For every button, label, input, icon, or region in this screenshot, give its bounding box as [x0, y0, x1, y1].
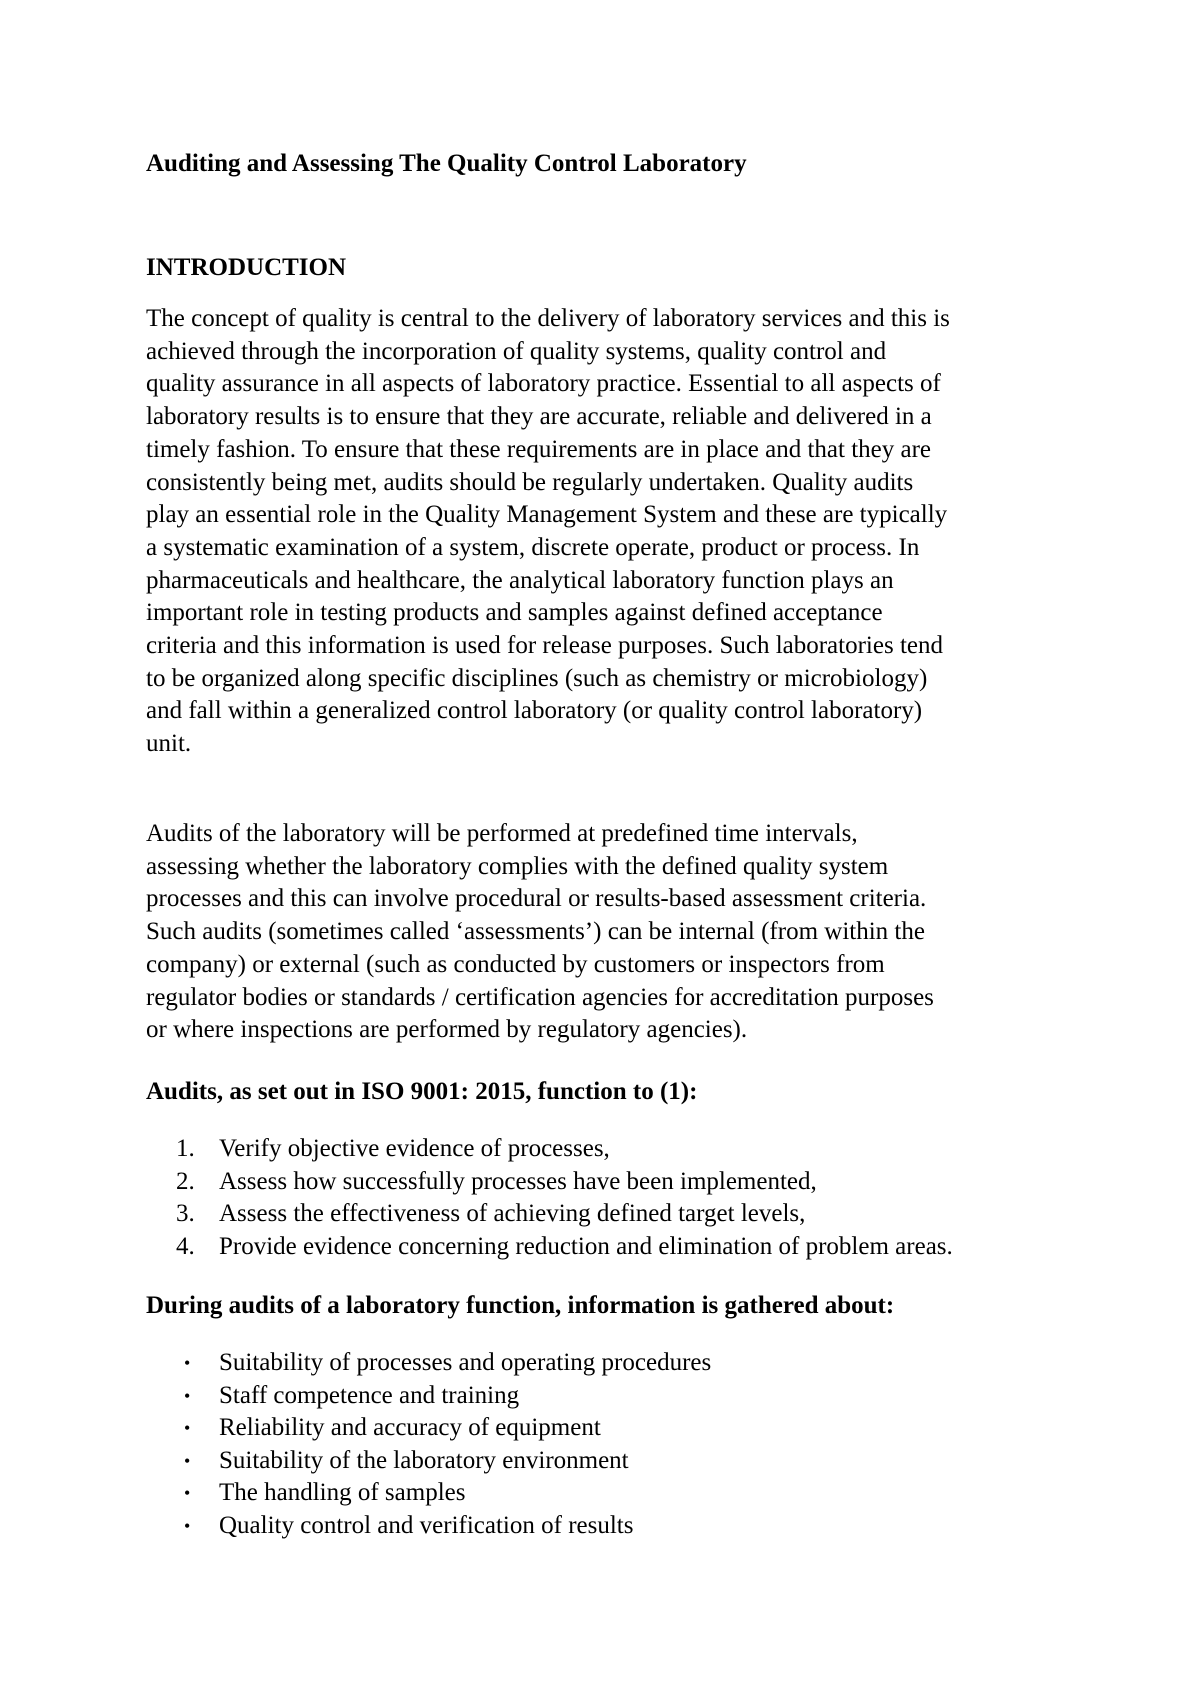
bullet-icon: •	[184, 1353, 191, 1373]
paragraph-line: unit.	[146, 730, 192, 758]
paragraph-line: a systematic examination of a system, discrete operate, product or process. In	[146, 533, 920, 561]
list-item-text: Suitability of processes and operating procedures	[219, 1349, 712, 1376]
audits-paragraph	[146, 818, 1076, 1047]
list-item-text: Assess the effectiveness of achieving defined target levels,	[219, 1200, 806, 1227]
paragraph-line: important role in testing products and samples against defined acceptance	[146, 599, 883, 627]
list-item-text: Quality control and verification of results	[219, 1511, 634, 1539]
intro-heading: INTRODUCTION	[146, 254, 347, 281]
list-item-text: Assess how successfully processes have been implemented,	[219, 1167, 817, 1195]
paragraph-line: Such audits (sometimes called ‘assessments’) can be internal (from within the	[146, 918, 925, 946]
list-item	[146, 1380, 711, 1413]
list-number: 3.	[176, 1200, 195, 1227]
paragraph-line: laboratory results is to ensure that they are accurate, reliable and delivered in a	[146, 403, 932, 431]
paragraph-line: timely fashion. To ensure that these requirements are in place and that they are	[146, 435, 931, 463]
list-item	[146, 1412, 711, 1445]
paragraph-line: achieved through the incorporation of quality systems, quality control and	[146, 337, 887, 365]
intro-paragraph	[146, 303, 1076, 761]
list-item-text: The handling of samples	[219, 1479, 466, 1506]
list-item	[146, 1166, 953, 1199]
list-item	[146, 1477, 711, 1510]
list-item	[146, 1445, 711, 1478]
paragraph-line: regulator bodies or standards / certification agencies for accreditation purposes	[146, 983, 934, 1011]
list-item	[146, 1347, 711, 1380]
paragraph-line: company) or external (such as conducted by customers or inspectors from	[146, 950, 885, 978]
bullet-icon: •	[184, 1418, 191, 1438]
paragraph-line: and fall within a generalized control laboratory (or quality control laboratory)	[146, 697, 923, 725]
list-item-text: Staff competence and training	[219, 1381, 520, 1409]
paragraph-line: The concept of quality is central to the delivery of laboratory services and this is	[146, 305, 950, 332]
bullet-icon: •	[184, 1385, 191, 1406]
list-number: 2.	[176, 1167, 195, 1195]
list-number: 1.	[176, 1135, 195, 1162]
list-number: 4.	[176, 1232, 195, 1260]
paragraph-line: or where inspections are performed by regulatory agencies).	[146, 1016, 748, 1044]
list-item-text: Reliability and accuracy of equipment	[219, 1414, 601, 1441]
list-item-text: Suitability of the laboratory environment	[219, 1446, 629, 1474]
paragraph-line: consistently being met, audits should be regularly undertaken. Quality audits	[146, 468, 914, 496]
bullet-icon: •	[184, 1483, 191, 1503]
list-item	[146, 1198, 953, 1231]
list-item	[146, 1231, 953, 1264]
paragraph-line: Audits of the laboratory will be performed at predefined time intervals,	[146, 820, 858, 847]
paragraph-line: criteria and this information is used for release purposes. Such laboratories tend	[146, 632, 943, 660]
gathered-heading: During audits of a laboratory function, information is gathered about:	[146, 1292, 895, 1319]
list-item	[146, 1133, 953, 1166]
paragraph-line: quality assurance in all aspects of laboratory practice. Essential to all aspects of	[146, 370, 941, 398]
bullet-icon: •	[184, 1450, 191, 1471]
paragraph-line: processes and this can involve procedural or results-based assessment criteria.	[146, 885, 927, 913]
paragraph-line: play an essential role in the Quality Management System and these are typically	[146, 501, 948, 529]
list-item-text: Provide evidence concerning reduction and elimination of problem areas.	[219, 1232, 953, 1260]
paragraph-line: to be organized along specific disciplines (such as chemistry or microbiology)	[146, 664, 928, 692]
document-title: Auditing and Assessing The Quality Control Laboratory	[146, 150, 747, 177]
iso-functions-list	[146, 1133, 953, 1263]
list-item	[146, 1510, 711, 1543]
list-item-text: Verify objective evidence of processes,	[219, 1135, 610, 1162]
paragraph-line: pharmaceuticals and healthcare, the analytical laboratory function plays an	[146, 566, 894, 594]
gathered-info-list	[146, 1347, 711, 1542]
iso-heading: Audits, as set out in ISO 9001: 2015, function to (1):	[146, 1078, 698, 1105]
paragraph-line: assessing whether the laboratory complies with the defined quality system	[146, 852, 889, 880]
bullet-icon: •	[184, 1515, 191, 1536]
